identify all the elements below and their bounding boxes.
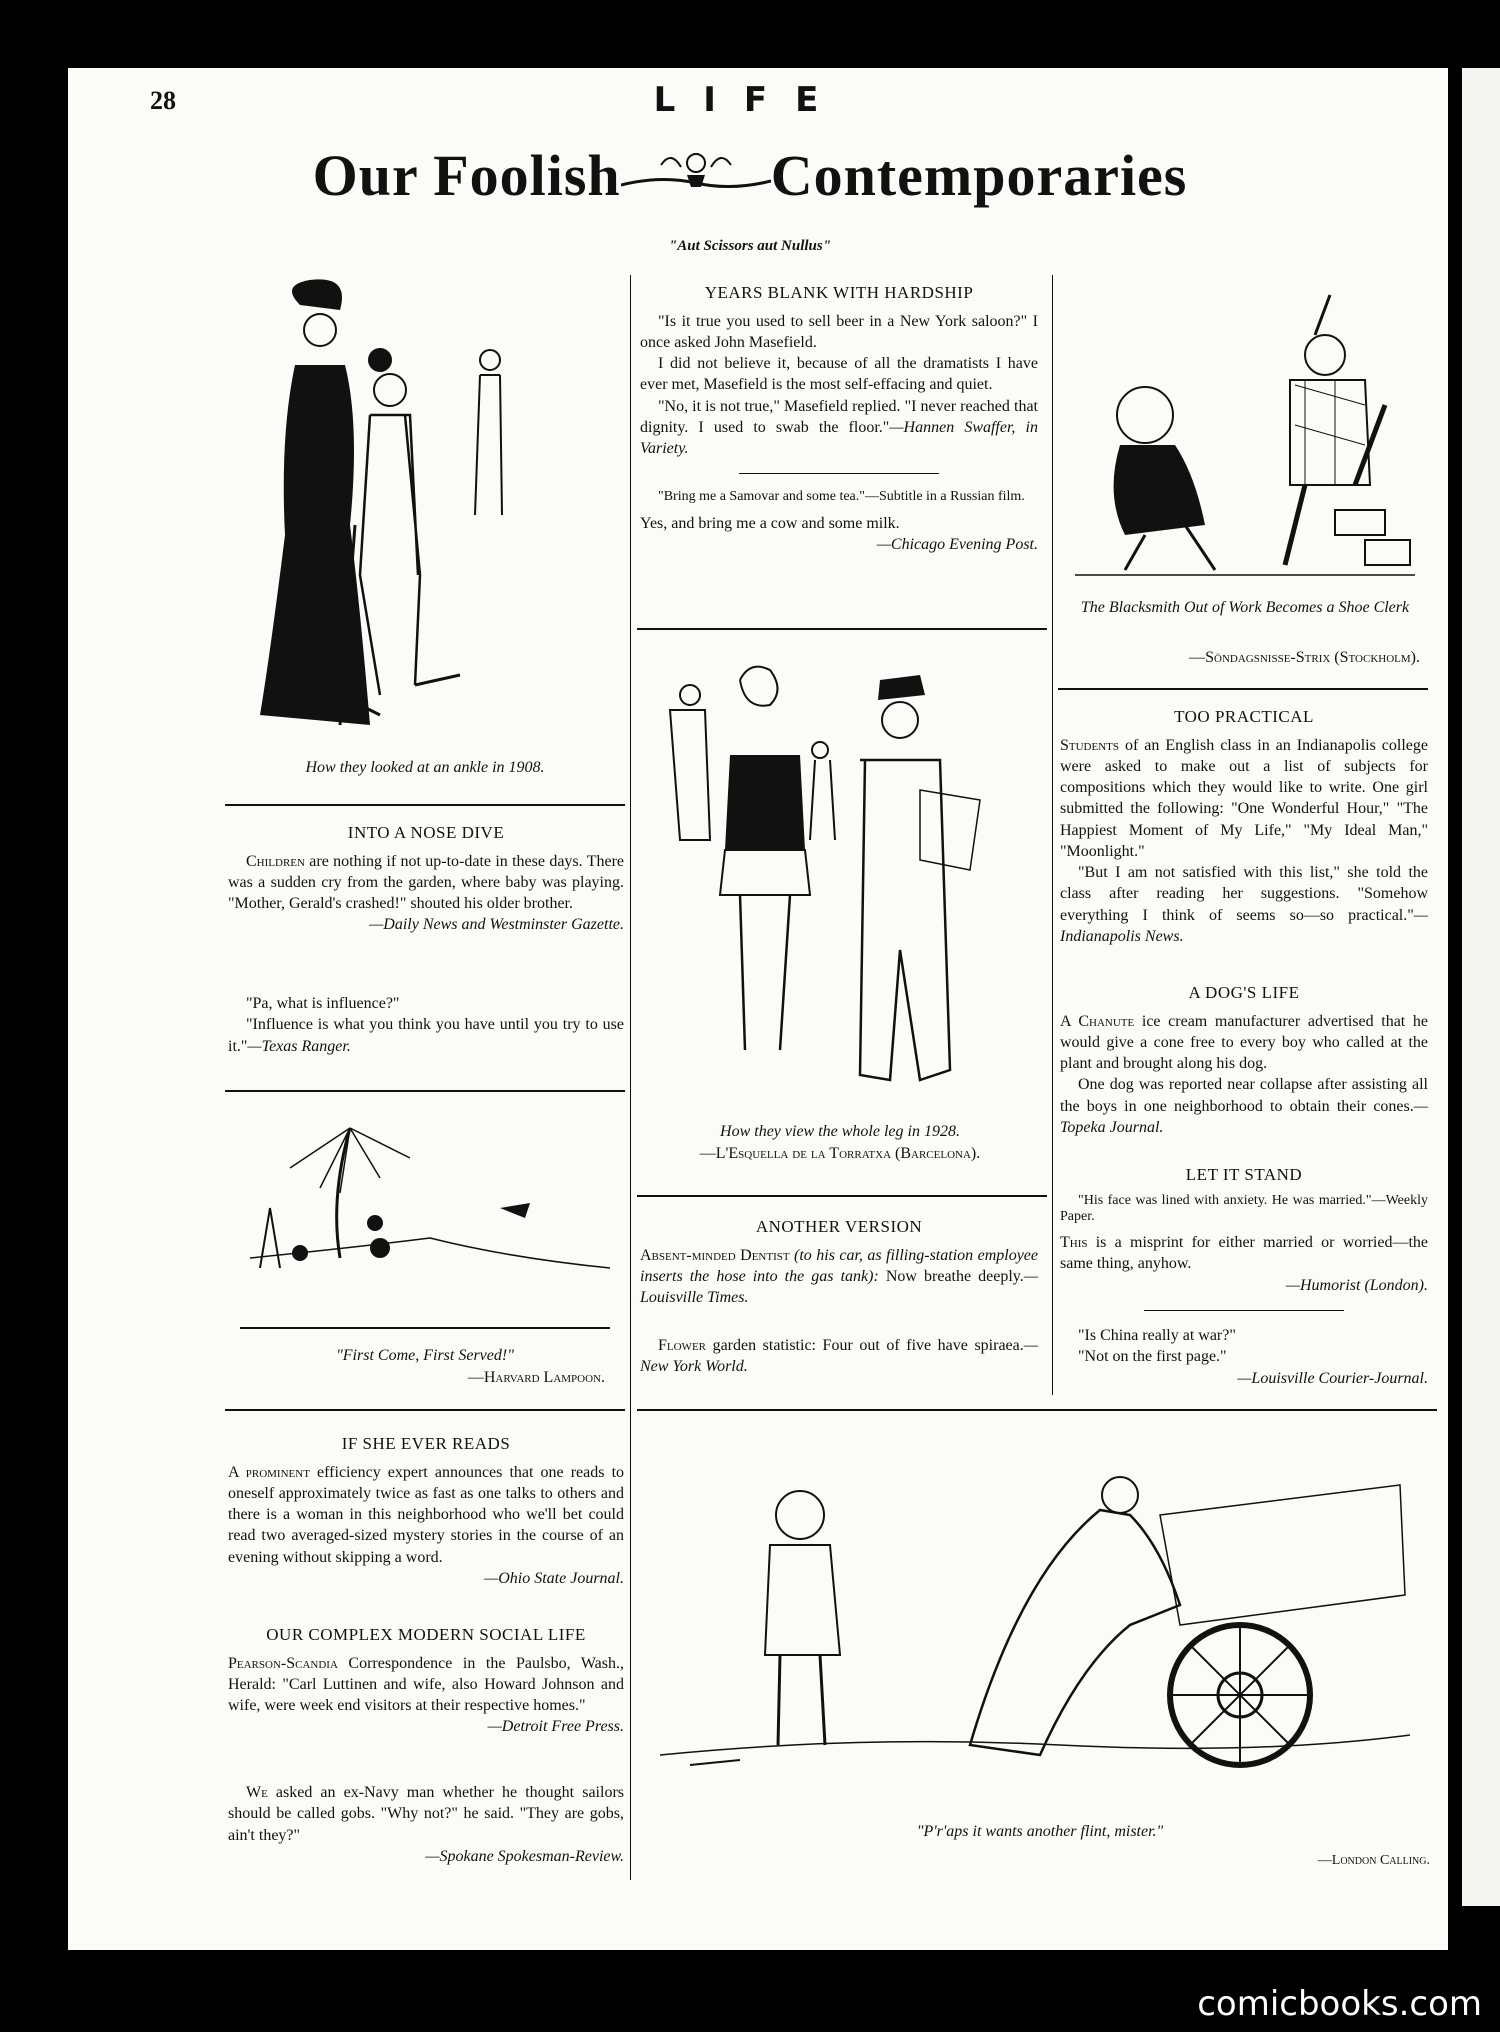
cartoon-first-come-source: —Harvard Lampoon.: [467, 1369, 605, 1386]
article-source: —Ohio State Journal.: [484, 1569, 624, 1587]
article-title: ANOTHER VERSION: [755, 1217, 923, 1236]
lead-word: Students: [1060, 736, 1120, 754]
cartoon-1928-caption: How they view the whole leg in 1928.: [720, 1123, 960, 1140]
article-source: —Louisville Times.: [640, 1267, 1038, 1307]
article-source: —Spokane Spokesman-Review.: [425, 1847, 624, 1865]
reply: Yes, and bring me a cow and some milk.: [640, 515, 900, 533]
hrule-col1-b: [225, 1090, 625, 1092]
article-title: A DOG'S LIFE: [1188, 983, 1300, 1002]
article-body: garden statistic: Four out of five have spiraea.: [706, 1337, 1024, 1354]
lead-word: Absent-minded Dentist: [640, 1246, 790, 1264]
hrule-bottom: [637, 1409, 1437, 1411]
article-influence: [228, 993, 624, 1057]
cartoon-1928-leg: [650, 650, 1030, 1100]
column-rule-1: [630, 275, 631, 1880]
article-source: —Detroit Free Press.: [487, 1718, 624, 1736]
article-too-practical: [1060, 706, 1428, 947]
cartoon-flint-caption: "P'r'aps it wants another flint, mister.": [916, 1823, 1164, 1840]
article-body: "Is it true you used to sell beer in a New York saloon?" I once asked John Masefield.: [640, 312, 1038, 351]
cartoon-flint: [660, 1425, 1410, 1815]
cartoon-1908-ankle: [240, 275, 600, 745]
article-let-it-stand: [1060, 1164, 1428, 1389]
hrule-col1-a: [225, 804, 625, 806]
article-flower: [640, 1335, 1038, 1378]
lead-word: Children: [246, 852, 305, 870]
article-body: "No, it is not true," Masefield replied. "I never reached that dignity. I used to swab the floor.": [640, 397, 1038, 436]
dialogue-line: "Influence is what you think you have until you try to use it.": [228, 1016, 624, 1055]
hrule-col3-a: [1058, 688, 1428, 690]
hrule-col1-c: [225, 1409, 625, 1411]
article-source: —Hannen Swaffer, in Variety.: [640, 418, 1038, 458]
adjacent-page-edge: [1462, 68, 1500, 1906]
article-body: are nothing if not up-to-date in these days. There was a sudden cry from the garden, where baby was playing. "Mother, Gerald's crashed!" shouted his older brother.: [228, 852, 624, 913]
section-headline: [0, 142, 1500, 209]
article-gobs: [228, 1782, 624, 1867]
article-source: —Texas Ranger.: [247, 1037, 351, 1055]
headline-left: Our Foolish: [312, 143, 621, 208]
article-body: Now breathe deeply.: [878, 1267, 1024, 1285]
article-source: —Topeka Journal.: [1060, 1097, 1428, 1136]
article-social-life: [228, 1624, 624, 1738]
article-dogs-life: [1060, 982, 1428, 1138]
article-body: "But I am not satisfied with this list," she told the class after reading her suggestions. "Somehow everything I think of seems so—so practical.": [1060, 864, 1428, 924]
cartoon-blacksmith: [1065, 285, 1425, 585]
short-rule: [739, 473, 939, 474]
article-source: —Humorist (London).: [1285, 1276, 1428, 1294]
article-source: —Chicago Evening Post.: [876, 536, 1038, 554]
short-rule: [1144, 1310, 1344, 1311]
article-nose-dive: [228, 822, 624, 936]
cartoon-blacksmith-caption: The Blacksmith Out of Work Becomes a Shoe Clerk: [1080, 599, 1410, 616]
article-title: TOO PRACTICAL: [1174, 707, 1314, 726]
quote: "His face was lined with anxiety. He was married."—Weekly Paper.: [1060, 1192, 1428, 1225]
article-body: efficiency expert announces that one reads to oneself approximately twice as fast as one talks to others and there is a woman in this neighborhood who we'll bet could read two averaged-sized mystery stories in the course of an evening without skipping a word.: [228, 1463, 625, 1566]
column-rule-2: [1052, 275, 1053, 1395]
lead-word: Pearson-Scandia: [228, 1654, 338, 1672]
lead-word: A Chanute: [1060, 1012, 1135, 1030]
cartoon-1908-caption: How they looked at an ankle in 1908.: [305, 759, 545, 776]
motto: "Aut Scissors aut Nullus": [668, 238, 832, 254]
stage-direction: (to his car, as filling-station employee inserts the hose into the gas tank):: [640, 1246, 1038, 1285]
dialogue-line: "Not on the first page.": [1078, 1348, 1227, 1366]
article-body: One dog was reported near collapse after assisting all the boys in one neighborhood to obtain their cones.: [1060, 1076, 1428, 1115]
headline-cherub-ornament: [621, 142, 771, 209]
article-title: IF SHE EVER READS: [341, 1434, 511, 1453]
article-title: YEARS BLANK WITH HARDSHIP: [704, 283, 974, 302]
article-body: ice cream manufacturer advertised that he would give a cone free to every boy who called at the plant and brought along his dog.: [1060, 1012, 1428, 1073]
article-body: I did not believe it, because of all the dramatists I have ever met, Masefield is the most self-effacing and quiet.: [640, 355, 1038, 394]
lead-word: We: [246, 1784, 268, 1801]
page-number: 28: [150, 86, 176, 115]
article-source: —Daily News and Westminster Gazette.: [369, 916, 624, 934]
watermark: comicbooks.com: [1197, 1984, 1482, 2024]
article-body: is a misprint for either married or worried—the same thing, anyhow.: [1060, 1234, 1428, 1273]
magazine-title: LIFE: [653, 80, 847, 120]
dialogue-line: "Pa, what is influence?": [246, 995, 400, 1012]
cartoon-1928-source: —L'Esquella de la Torratxa (Barcelona).: [699, 1145, 981, 1162]
cartoon-blacksmith-source: —Söndagsnisse-Strix (Stockholm).: [1189, 649, 1420, 666]
quote: "Bring me a Samovar and some tea."—Subtitle in a Russian film.: [658, 489, 1025, 505]
article-source: —Louisville Courier-Journal.: [1237, 1369, 1428, 1387]
article-source: —New York World.: [640, 1337, 1038, 1376]
article-another-version: [640, 1216, 1038, 1308]
article-body: of an English class in an Indianapolis college were asked to make out a list of subjects for compositions which they would like to write. One girl submitted the following: "One Wonderful Hour," "The Happiest Moment of My Life," "My Ideal Man," "Moonlight.": [1060, 736, 1428, 860]
dialogue-line: "Is China really at war?": [1078, 1327, 1236, 1344]
article-years-blank: [640, 282, 1038, 556]
article-body: asked an ex-Navy man whether he thought sailors should be called gobs. "Why not?" he said. "They are gobs, ain't they?": [228, 1784, 624, 1844]
cartoon-first-come: [230, 1108, 620, 1338]
article-if-she-ever-reads: [228, 1433, 624, 1589]
article-title: INTO A NOSE DIVE: [347, 823, 505, 842]
lead-word: This: [1060, 1234, 1088, 1252]
hrule-col2-a: [637, 628, 1047, 630]
hrule-col2-b: [637, 1195, 1047, 1197]
headline-right: Contemporaries: [770, 143, 1188, 208]
article-title: LET IT STAND: [1185, 1165, 1303, 1184]
article-source: —Indianapolis News.: [1060, 906, 1428, 945]
cartoon-first-come-caption: "First Come, First Served!": [336, 1347, 514, 1364]
cartoon-flint-source: —London Calling.: [1317, 1853, 1430, 1868]
lead-word: A prominent: [228, 1463, 310, 1481]
article-title: OUR COMPLEX MODERN SOCIAL LIFE: [266, 1625, 586, 1644]
article-body: Correspondence in the Paulsbo, Wash., Herald: "Carl Luttinen and wife, also Howard Johnson and wife, were week end visitors at their respective homes.": [228, 1654, 624, 1715]
lead-word: Flower: [658, 1337, 706, 1354]
